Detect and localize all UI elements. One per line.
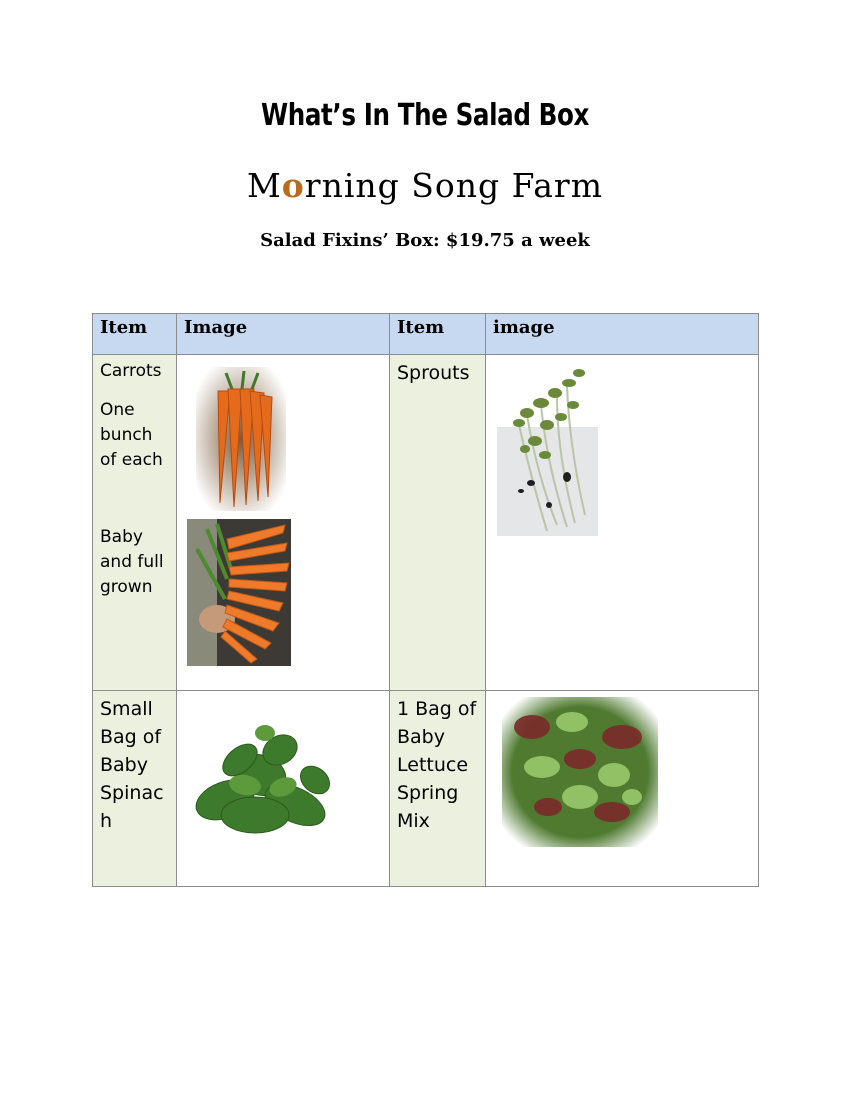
column-header-item-2: Item bbox=[390, 314, 486, 355]
item-name: Small Bag of Baby Spinac h bbox=[100, 698, 164, 832]
table-row bbox=[93, 691, 759, 887]
salad-box-table bbox=[92, 313, 759, 887]
box-price-subtitle: Salad Fixins’ Box: $19.75 a week bbox=[260, 230, 590, 251]
item-detail: One bunch of each bbox=[100, 400, 163, 470]
image-cell-carrots bbox=[177, 355, 390, 691]
lettuce-mix-image bbox=[502, 697, 658, 847]
column-header-image-2: image bbox=[486, 314, 759, 355]
table-row bbox=[93, 355, 759, 691]
item-cell-lettuce-mix bbox=[390, 691, 486, 887]
spinach-image bbox=[185, 705, 335, 847]
image-cell-spinach bbox=[177, 691, 390, 887]
farm-name-part-1: M bbox=[246, 166, 282, 205]
table-header-row bbox=[93, 314, 759, 355]
item-name: Sprouts bbox=[397, 362, 470, 384]
image-cell-sprouts bbox=[486, 355, 759, 691]
column-header-image: Image bbox=[177, 314, 390, 355]
item-detail: Baby and full grown bbox=[100, 527, 164, 597]
item-cell-carrots bbox=[93, 355, 177, 691]
farm-name bbox=[0, 166, 850, 205]
page-title: What’s In The Salad Box bbox=[261, 98, 589, 133]
sprouts-image bbox=[497, 355, 598, 536]
item-cell-spinach bbox=[93, 691, 177, 887]
farm-name-part-2: rning Song Farm bbox=[304, 166, 603, 205]
column-header-item: Item bbox=[93, 314, 177, 355]
farm-name-accent-letter: o bbox=[281, 166, 305, 205]
image-cell-lettuce-mix bbox=[486, 691, 759, 887]
carrots-bunch-image bbox=[196, 367, 286, 511]
item-name: 1 Bag of Baby Lettuce Spring Mix bbox=[397, 698, 477, 832]
carrots-held-image bbox=[187, 519, 291, 666]
item-name: Carrots bbox=[100, 361, 162, 381]
item-cell-sprouts bbox=[390, 355, 486, 691]
